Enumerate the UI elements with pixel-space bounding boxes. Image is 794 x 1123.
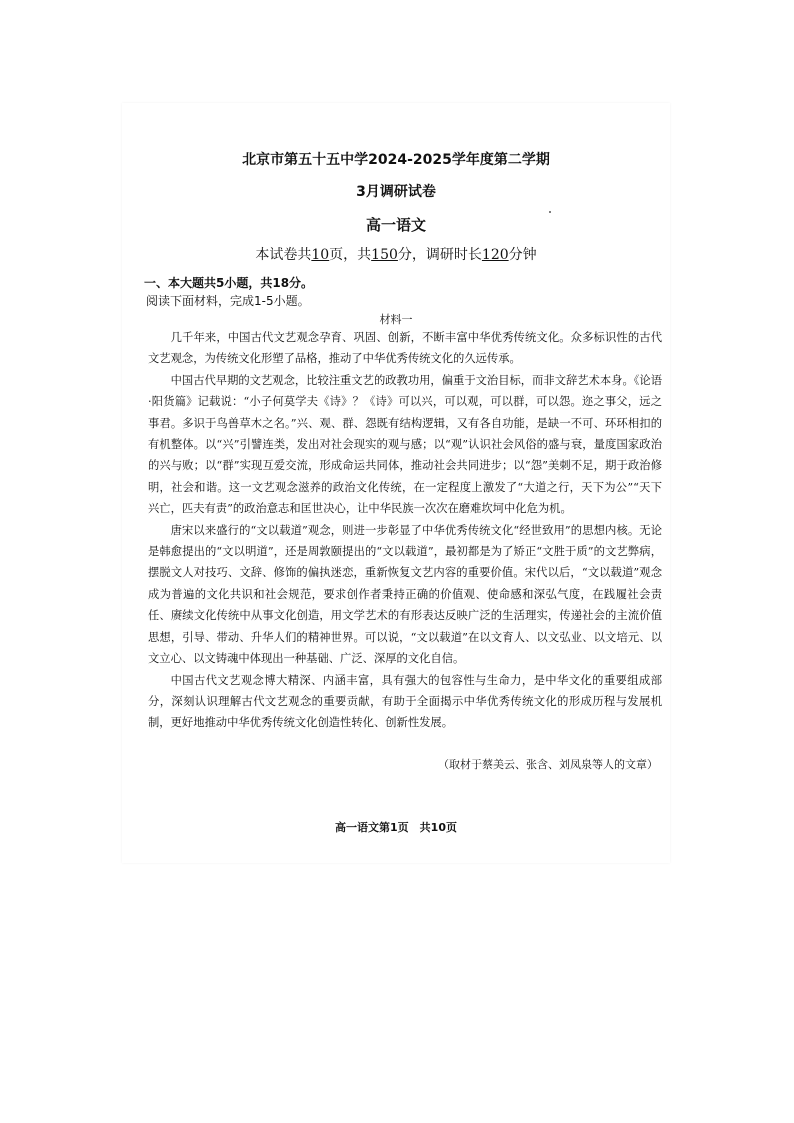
- exam-info-score: 150: [371, 247, 398, 263]
- paragraph: 几千年来，中国古代文艺观念孕育、巩固、创新，不断丰富中华优秀传统文化。众多标识性的古代文艺观念，为传统文化形塑了品格，推动了中华优秀传统文化的久远传承。: [148, 331, 662, 366]
- exam-info-pages-unit: 页，共: [329, 247, 372, 263]
- section-heading: 一、本大题共5小题，共18分。: [144, 276, 314, 290]
- school-title: 北京市第五十五中学2024-2025学年度第二学期: [242, 152, 550, 168]
- material-body: [148, 327, 662, 734]
- scan-speck: [549, 211, 551, 213]
- exam-info-score-unit: 分，调研时长: [397, 247, 482, 263]
- material-title: 材料一: [379, 313, 413, 326]
- page-footer: 高一语文第1页 共10页: [335, 821, 457, 834]
- exam-info-pages: 10: [311, 247, 330, 263]
- exam-info-duration-unit: 分钟: [508, 247, 537, 263]
- section-instruction: 阅读下面材料，完成1-5小题。: [146, 294, 310, 308]
- exam-info-prefix: 本试卷共: [255, 247, 312, 263]
- exam-title: 3月调研试卷: [356, 184, 436, 200]
- exam-page: [122, 103, 670, 863]
- paragraph: 中国古代文艺观念博大精深、内涵丰富，具有强大的包容性与生命力，是中华文化的重要组成部分，深刻认识理解古代文艺观念的重要贡献，有助于全面揭示中华优秀传统文化的形成历程与发展机制，更好地推动中华优秀传统文化创造性转化、创新性发展。: [148, 673, 662, 730]
- paragraph: 唐宋以来盛行的“文以载道”观念，则进一步彰显了中华优秀传统文化“经世致用”的思想内核。无论是韩愈提出的“文以明道”，还是周敦颐提出的“文以载道”，最初都是为了矫正“文胜于质”的文艺弊病，摆脱文人对技巧、文辞、修饰的偏执迷恋，重新恢复文艺内容的重要价值。宋代以后，“文以载道”观念成为普遍的文化共识和社会规范，要求创作者秉持正确的价值观、使命感和深弘气度，在践履社会责任、赓续文化传统中从事文化创造，用文学艺术的有形表达反映广泛的生活理实，传递社会的主流价值思想，引导、带动、升华人们的精神世界。可以说，“文以载道”在以文育人、以文弘业、以文培元、以文立心、以文铸魂中体现出一种基础、广泛、深厚的文化自信。: [148, 523, 662, 666]
- exam-info-duration: 120: [481, 247, 509, 263]
- subject-title: 高一语文: [365, 216, 426, 234]
- paragraph: 中国古代早期的文艺观念，比较注重文艺的政教功用，偏重于文治目标，而非文辞艺术本身。《论语·阳货篇》记载说：“小子何莫学夫《诗》？《诗》可以兴，可以观，可以群，可以怨。迩之事父，远之事君。多识于鸟兽草木之名。”兴、观、群、怨既有结构逻辑，又有各自功能，是缺一不可、环环相扣的有机整体。以“兴”引譬连类，发出对社会现实的观与感；以“观”认识社会风俗的盛与衰，量度国家政治的兴与败；以“群”实现互爱交流，形成命运共同体，推动社会共同进步；以“怨”美刺不足，期于政治修明，社会和谐。这一文艺观念滋养的政治文化传统，在一定程度上激发了“大道之行，天下为公”“天下兴亡，匹夫有责”的政治意志和匡世决心，让中华民族一次次在磨难坎坷中化危为机。: [148, 373, 663, 516]
- source-note: （取材于蔡美云、张含、刘凤泉等人的文章）: [438, 758, 658, 771]
- exam-info: [122, 244, 670, 264]
